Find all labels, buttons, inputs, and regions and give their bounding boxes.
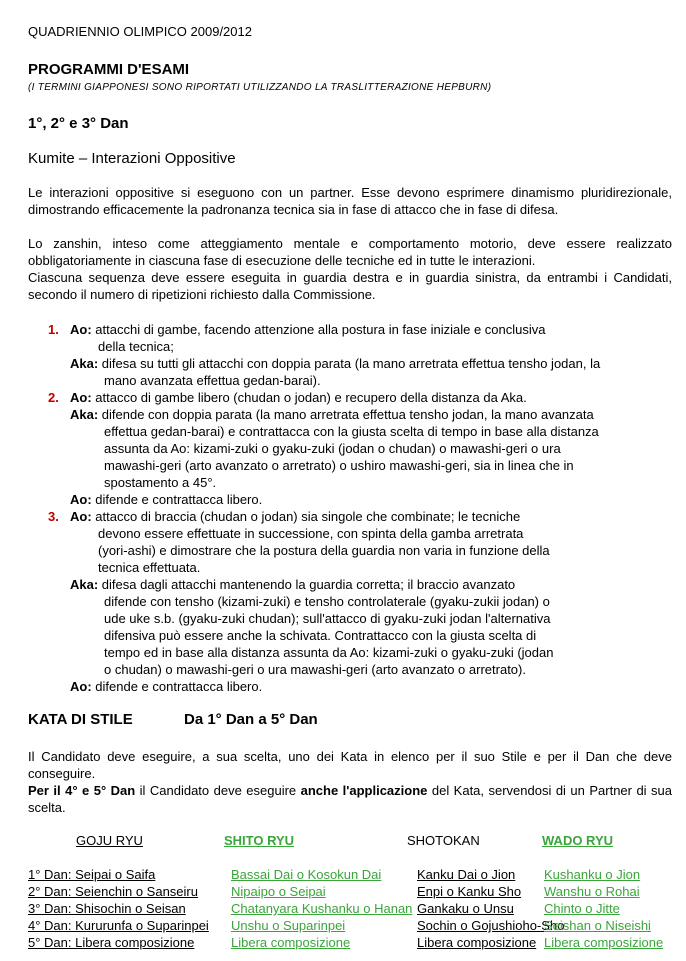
kata-paragraph-1: Il Candidato deve eseguire, a sua scelta, uno dei Kata in elenco per il suo Stile e per il Dan che deve conseguire. xyxy=(28,749,672,781)
kata-cell: Chatanyara Kushanku o Hanan xyxy=(231,901,413,916)
item-line xyxy=(70,406,594,423)
kata-cell: Libera composizione xyxy=(417,935,537,950)
item-number: 3. xyxy=(48,509,59,524)
kata-row xyxy=(28,884,672,901)
style-header: GOJU RYU xyxy=(76,833,143,848)
role-label: Aka: xyxy=(70,356,99,371)
header-text: QUADRIENNIO OLIMPICO 2009/2012 xyxy=(28,24,252,39)
kata-cell: Kushanku o Jion xyxy=(544,867,641,882)
item-line xyxy=(70,678,262,695)
kata-cell: Bassai Dai o Kosokun Dai xyxy=(231,867,382,882)
item-line: (yori-ashi) e dimostrare che la postura della guardia non varia in funzione della xyxy=(98,543,550,558)
kata-heading: KATA DI STILE xyxy=(28,711,133,728)
kata-cell: Libera composizione xyxy=(231,935,351,950)
role-label: Ao: xyxy=(70,679,92,694)
kata-cell: Wanshu o Rohai xyxy=(544,884,640,899)
item-number: 1. xyxy=(48,322,59,337)
item-line: difensiva può essere anche la schivata. Contrattacco con la giusta scelta di xyxy=(104,628,537,643)
kata-row xyxy=(28,918,672,935)
item-number: 2. xyxy=(48,390,59,405)
kata-cell: Nipaipo o Seipai xyxy=(231,884,326,899)
line-text: attacchi di gambe, facendo attenzione alla postura in fase iniziale e conclusiva xyxy=(91,322,546,337)
style-header: SHITO RYU xyxy=(224,833,295,848)
dan-heading: 1°, 2° e 3° Dan xyxy=(28,115,129,132)
item-line: tecnica effettuata. xyxy=(98,560,201,575)
kata-p2-bold-c: anche l'applicazione xyxy=(300,783,428,798)
style-header: SHOTOKAN xyxy=(407,833,480,848)
kata-cell: 2° Dan: Seienchin o Sanseiru xyxy=(28,884,198,899)
line-text: difende e contrattacca libero. xyxy=(91,679,263,694)
intro-paragraph-1: Le interazioni oppositive si eseguono con un partner. Esse devono esprimere dinamismo pluridirezionale, dimostrando efficacemente la padronanza tecnica sia in fase di attacco che in fase di difesa. xyxy=(28,185,672,217)
kata-range: Da 1° Dan a 5° Dan xyxy=(184,711,318,728)
line-text: difende con doppia parata (la mano arretrata effettua tensho jodan, la mano avanzata xyxy=(98,407,594,422)
item-line xyxy=(70,508,520,525)
intro-paragraph-3: Ciascuna sequenza deve essere eseguita in guardia destra e in guardia sinistra, da entrambi i Candidati, secondo il numero di ripetizioni richiesto dalla Commissione. xyxy=(28,270,672,302)
line-text: attacco di braccia (chudan o jodan) sia singole che combinate; le tecniche xyxy=(91,509,521,524)
style-header: WADO RYU xyxy=(542,833,614,848)
item-line: mawashi-geri (arto avanzato o arretrato) o ushiro mawashi-geri, sia in linea che in xyxy=(104,458,574,473)
kata-p2-text-d: del Kata, servendosi di un Partner di sua scelta. xyxy=(28,783,672,815)
page-subtitle: (I TERMINI GIAPPONESI SONO RIPORTATI UTILIZZANDO LA TRASLITTERAZIONE HEPBURN) xyxy=(28,82,492,93)
kata-cell: Sochin o Gojushioho-Sho xyxy=(417,918,565,933)
line-text: attacco di gambe libero (chudan o jodan) e recupero della distanza da Aka. xyxy=(91,390,527,405)
item-line xyxy=(70,491,262,508)
role-label: Aka: xyxy=(70,407,99,422)
item-line: spostamento a 45°. xyxy=(104,475,217,490)
item-line: della tecnica; xyxy=(98,339,174,354)
kata-paragraph-2 xyxy=(28,782,672,816)
item-line: devono essere effettuate in successione, con spinta della gamba arretrata xyxy=(98,526,524,541)
kata-cell: Gankaku o Unsu xyxy=(417,901,514,916)
item-line xyxy=(70,355,600,372)
kata-p2-bold-a: Per il 4° e 5° Dan xyxy=(28,783,136,798)
item-line: difende con tensho (kizami-zuki) e tensho controlaterale (gyaku-zukii jodan) o xyxy=(104,594,550,609)
role-label: Ao: xyxy=(70,509,92,524)
item-line: mano avanzata effettua gedan-barai). xyxy=(104,373,321,388)
kata-cell: 3° Dan: Shisochin o Seisan xyxy=(28,901,186,916)
line-text: difende e contrattacca libero. xyxy=(91,492,263,507)
kata-cell: Enpi o Kanku Sho xyxy=(417,884,522,899)
item-line: effettua gedan-barai) e contrattacca con la giusta scelta di tempo in base alla distanza xyxy=(104,424,599,439)
role-label: Ao: xyxy=(70,492,92,507)
kata-cell: 4° Dan: Kururunfa o Suparinpei xyxy=(28,918,209,933)
kata-cell: Unshu o Suparinpei xyxy=(231,918,346,933)
kata-cell: 5° Dan: Libera composizione xyxy=(28,935,195,950)
kumite-heading: Kumite – Interazioni Oppositive xyxy=(28,150,236,167)
intro-paragraph-2: Lo zanshin, inteso come atteggiamento mentale e comportamento motorio, deve essere realizzato obbligatoriamente in ciascuna fase di esecuzione delle tecniche ed in tutte le interazioni. xyxy=(28,236,672,268)
role-label: Ao: xyxy=(70,390,92,405)
item-line: tempo ed in base alla distanza assunta da Ao: kizami-zuki o gyaku-zuki (jodan xyxy=(104,645,554,660)
kata-row xyxy=(28,867,672,884)
kata-cell: Kanku Dai o Jion xyxy=(417,867,516,882)
line-text: difesa su tutti gli attacchi con doppia parata (la mano arretrata effettua tensho jodan, la xyxy=(98,356,601,371)
kata-cell: Chinto o Jitte xyxy=(544,901,620,916)
kata-row xyxy=(28,935,672,952)
line-text: difesa dagli attacchi mantenendo la guardia corretta; il braccio avanzato xyxy=(98,577,516,592)
item-line: assunta da Ao: kizami-zuki o gyaku-zuki (jodan o chudan) o mawashi-geri o ura xyxy=(104,441,561,456)
role-label: Aka: xyxy=(70,577,99,592)
item-line: ude uke s.b. (gyaku-zuki chudan); sull'attacco di gyaku-zuki jodan l'alternativa xyxy=(104,611,551,626)
kata-cell: Libera composizione xyxy=(544,935,664,950)
page-title: PROGRAMMI D'ESAMI xyxy=(28,61,190,78)
item-line xyxy=(70,576,515,593)
kata-row xyxy=(28,901,672,918)
item-line xyxy=(70,389,527,406)
role-label: Ao: xyxy=(70,322,92,337)
kata-cell: Seishan o Niseishi xyxy=(544,918,651,933)
kata-cell: 1° Dan: Seipai o Saifa xyxy=(28,867,156,882)
item-line: o chudan) o mawashi-geri o ura mawashi-geri (arto avanzato o arretrato). xyxy=(104,662,526,677)
item-line xyxy=(70,321,546,338)
kata-p2-text-b: il Candidato deve eseguire xyxy=(135,783,301,798)
